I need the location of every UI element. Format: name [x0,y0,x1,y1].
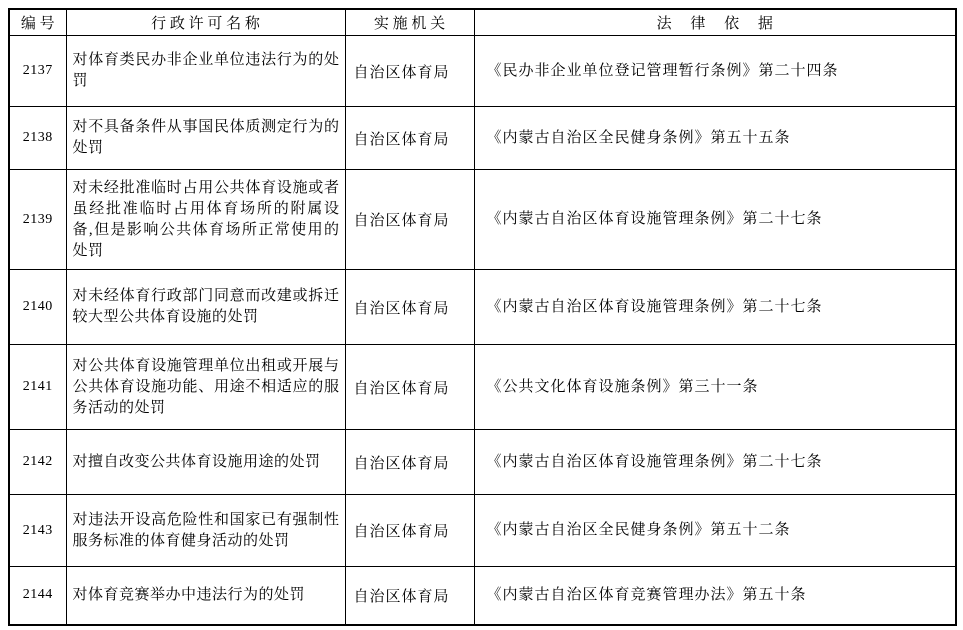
row-number-cell: 2139 [9,170,66,270]
agency-cell: 自治区体育局 [345,36,474,107]
row-number-cell: 2141 [9,345,66,430]
legal-basis-cell: 《公共文化体育设施条例》第三十一条 [474,345,956,430]
agency-cell: 自治区体育局 [345,270,474,345]
row-number-cell: 2144 [9,567,66,625]
agency-cell: 自治区体育局 [345,170,474,270]
column-header-number: 编 号 [9,9,66,36]
row-number-cell: 2143 [9,495,66,567]
table-row [9,345,956,430]
table-row [9,430,956,495]
legal-basis-cell: 《内蒙古自治区全民健身条例》第五十五条 [474,107,956,170]
column-header-agency: 实 施 机 关 [345,9,474,36]
permit-name-cell: 对体育类民办非企业单位违法行为的处罚 [66,36,345,107]
table-row [9,567,956,625]
permit-name-cell: 对公共体育设施管理单位出租或开展与公共体育设施功能、用途不相适应的服务活动的处罚 [66,345,345,430]
row-number-cell: 2142 [9,430,66,495]
table-row [9,170,956,270]
legal-basis-cell: 《内蒙古自治区体育设施管理条例》第二十七条 [474,270,956,345]
legal-basis-cell: 《内蒙古自治区体育竞赛管理办法》第五十条 [474,567,956,625]
permit-name-cell: 对未经批准临时占用公共体育设施或者虽经批准临时占用体育场所的附属设备,但是影响公共体育场所正常使用的处罚 [66,170,345,270]
table-row [9,36,956,107]
row-number-cell: 2140 [9,270,66,345]
permit-name-cell: 对不具备条件从事国民体质测定行为的处罚 [66,107,345,170]
table-row [9,495,956,567]
table-row [9,107,956,170]
permit-name-cell: 对体育竞赛举办中违法行为的处罚 [66,567,345,625]
row-number-cell: 2137 [9,36,66,107]
column-header-permit-name: 行 政 许 可 名 称 [66,9,345,36]
agency-cell: 自治区体育局 [345,495,474,567]
permit-name-cell: 对违法开设高危险性和国家已有强制性服务标准的体育健身活动的处罚 [66,495,345,567]
row-number-cell: 2138 [9,107,66,170]
agency-cell: 自治区体育局 [345,567,474,625]
agency-cell: 自治区体育局 [345,107,474,170]
legal-basis-cell: 《内蒙古自治区体育设施管理条例》第二十七条 [474,170,956,270]
permit-name-cell: 对擅自改变公共体育设施用途的处罚 [66,430,345,495]
administrative-permits-table [8,8,957,626]
legal-basis-cell: 《民办非企业单位登记管理暂行条例》第二十四条 [474,36,956,107]
column-header-legal-basis: 法 律 依 据 [474,9,956,36]
legal-basis-cell: 《内蒙古自治区体育设施管理条例》第二十七条 [474,430,956,495]
table-row [9,270,956,345]
table-header-row [9,9,956,36]
permit-name-cell: 对未经体育行政部门同意而改建或拆迁较大型公共体育设施的处罚 [66,270,345,345]
agency-cell: 自治区体育局 [345,345,474,430]
agency-cell: 自治区体育局 [345,430,474,495]
legal-basis-cell: 《内蒙古自治区全民健身条例》第五十二条 [474,495,956,567]
